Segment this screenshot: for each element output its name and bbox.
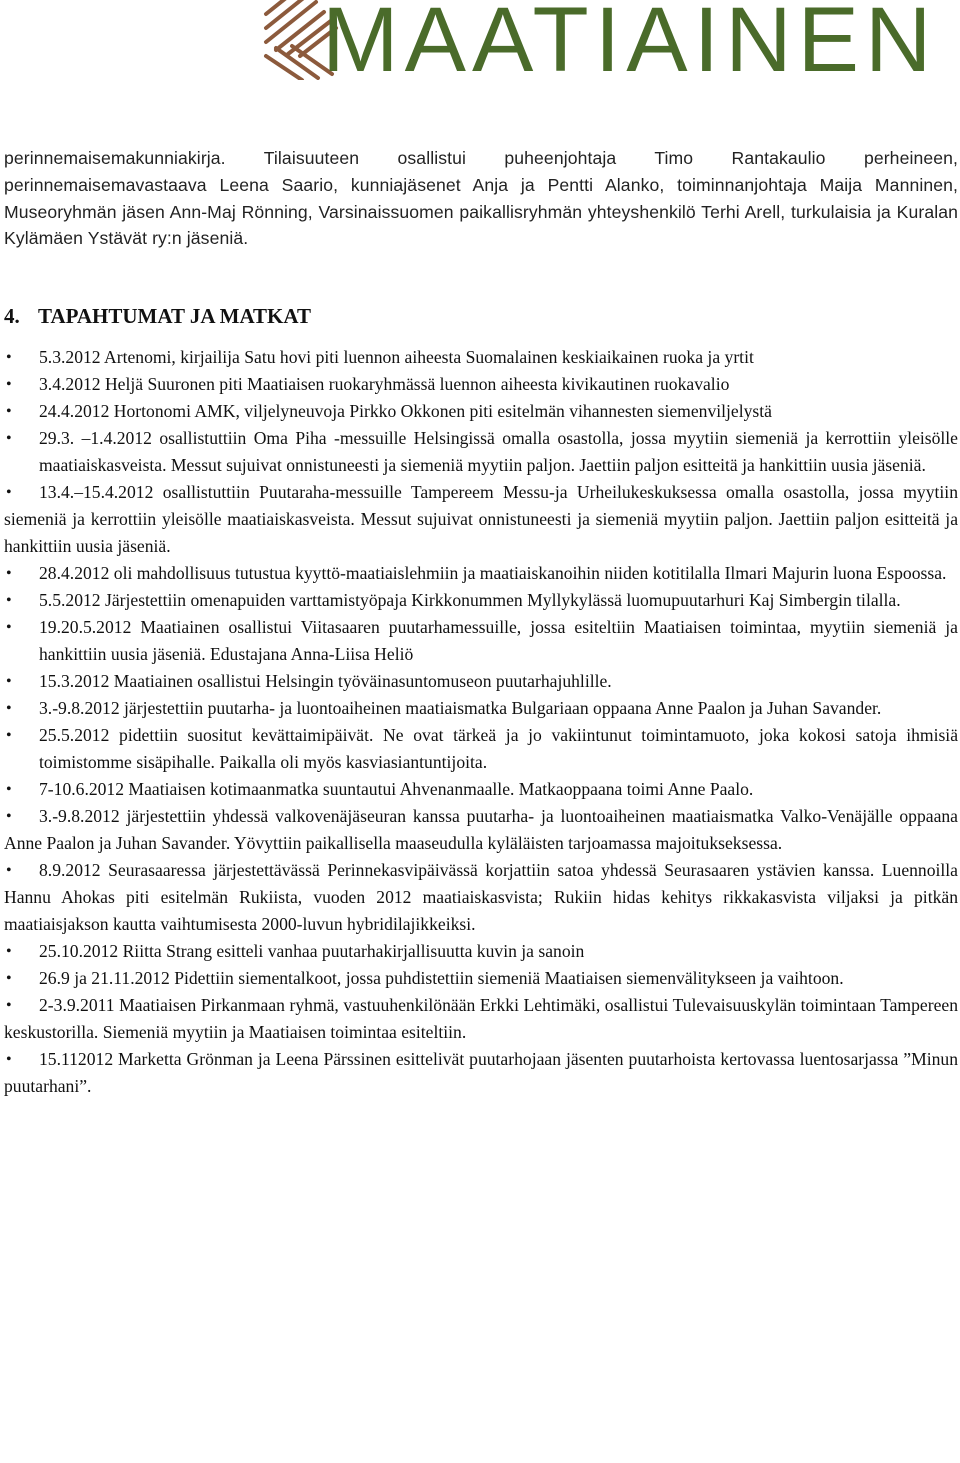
event-text: 15.3.2012 Maatiainen osallistui Helsingin työväinasuntomuseon puutarhajuhlille. (39, 671, 612, 692)
bullet-icon: • (6, 673, 12, 691)
event-list-item (4, 722, 958, 776)
event-list-item (4, 614, 958, 668)
event-list-item (4, 371, 958, 398)
event-list-item (4, 992, 958, 1046)
bullet-icon: • (6, 808, 12, 826)
intro-paragraph: perinnemaisemakunniakirja. Tilaisuuteen osallistui puheenjohtaja Timo Rantakaulio perheineen, perinnemaisemavastaava Leena Saario, kunniajäsenet Anja ja Pentti Alanko, toiminnanjohtaja Maija Manninen, Museoryhmän jäsen Ann-Maj Rönning, Varsinaissuomen paikallisryhmän yhteyshenkilö Terhi Arell, turkulaisia ja Kuralan Kylämäen Ystävät ry:n jäseniä. (4, 148, 958, 249)
section-number: 4. (4, 304, 20, 329)
event-list-item (4, 803, 958, 857)
event-text: 13.4.–15.4.2012 osallistuttiin Puutaraha-messuille Tampereem Messu-ja Urheilukeskuksessa omalla osastolla, jossa myytiin siemeniä ja kerrottiin yleisölle maatiaiskasveista. Messut sujuivat onnistuneesti ja siemeniä myytiin paljon. Jaettiin paljon esitteitä ja hankittiin uusia jäseniä. (4, 482, 958, 557)
bullet-icon: • (6, 430, 12, 448)
event-list-item (4, 398, 958, 425)
bullet-icon: • (6, 376, 12, 394)
bullet-icon: • (6, 727, 12, 745)
event-list-item (4, 1046, 958, 1100)
event-list-item (4, 857, 958, 938)
bullet-icon: • (6, 1051, 12, 1069)
event-text: 29.3. –1.4.2012 osallistuttiin Oma Piha -messuille Helsingissä omalla osastolla, jossa myytiin siemeniä ja kerrottiin yleisölle maatiaiskasveista. Messut sujuivat onnistuneesti ja siemeniä myytiin paljon. Jaettiin paljon esitteitä ja hankittiin uusia jäseniä. (39, 428, 958, 476)
event-text: 25.10.2012 Riitta Strang esitteli vanhaa puutarhakirjallisuutta kuvin ja sanoin (39, 941, 585, 962)
event-list-item (4, 425, 958, 479)
event-list-item (4, 479, 958, 560)
event-list-item (4, 965, 958, 992)
section-title: TAPAHTUMAT JA MATKAT (38, 304, 311, 329)
document-body (4, 145, 958, 1100)
event-text: 25.5.2012 pidettiin suositut kevättaimipäivät. Ne ovat tärkeä ja jo vakiintunut toimintamuoto, joka kokosi satoja ihmisiä toimistomme sisäpihalle. Paikalla oli myös kasviasiantuntijoita. (39, 725, 958, 773)
event-text: 3.-9.8.2012 järjestettiin yhdessä valkovenäjäseuran kanssa puutarha- ja luontoaiheinen maatiaismatka Valko-Venäjälle oppaana Anne Paalon ja Juhan Savander. Yövyttiin paikallisella maaseudulla kyläläisten tarjoamassa majoitukseksessa. (4, 806, 958, 854)
bullet-icon: • (6, 349, 12, 367)
bullet-icon: • (6, 781, 12, 799)
bullet-icon: • (6, 619, 12, 637)
bullet-icon: • (6, 565, 12, 583)
event-text: 19.20.5.2012 Maatiainen osallistui Viitasaaren puutarhamessuille, jossa esiteltiin Maatiaisen toimintaa, myytiin siemeniä ja hankittiin uusia jäseniä. Edustajana Anna-Liisa Heliö (39, 617, 958, 665)
event-list-item (4, 938, 958, 965)
bullet-icon: • (6, 592, 12, 610)
event-text: 2-3.9.2011 Maatiaisen Pirkanmaan ryhmä, vastuuhenkilönään Erkki Lehtimäki, osallistui Tulevaisuuskylän toimintaan Tampereen keskustorilla. Siemeniä myytiin ja Maatiaisen toimintaa esiteltiin. (4, 995, 958, 1043)
event-text: 3.4.2012 Heljä Suuronen piti Maatiaisen ruokaryhmässä luennon aiheesta kivikautinen ruokavalio (39, 374, 730, 395)
event-list-item (4, 776, 958, 803)
maatiainen-logo (262, 0, 960, 91)
bullet-icon: • (6, 862, 12, 880)
bullet-icon: • (6, 943, 12, 961)
event-text: 26.9 ja 21.11.2012 Pidettiin siementalkoot, jossa puhdistettiin siemeniä Maatiaisen siemenvälitykseen ja vaihtoon. (39, 968, 844, 989)
event-list-item (4, 695, 958, 722)
event-list-item (4, 344, 958, 371)
bullet-icon: • (6, 403, 12, 421)
event-text: 8.9.2012 Seurasaaressa järjestettävässä Perinnekasvipäivässä korjattiin satoa yhdessä Seurasaaren ystävien kanssa. Luennoilla Hannu Ahokas piti esitelmän Rukiista, vuoden 2012 maatiaiskasvista; Rukiin hidas kehitys rikkakasvista viljaksi ja pitkän maatiaisjakson kautta vaihtumisesta 2000-luvun hybridilajikkeiksi. (4, 860, 958, 935)
event-text: 5.5.2012 Järjestettiin omenapuiden varttamistyöpaja Kirkkonummen Myllykylässä luomupuutarhuri Kaj Simbergin tilalla. (39, 590, 901, 611)
bullet-icon: • (6, 700, 12, 718)
event-list-item (4, 668, 958, 695)
event-list-item (4, 560, 958, 587)
event-text: 24.4.2012 Hortonomi AMK, viljelyneuvoja Pirkko Okkonen piti esitelmän vihannesten siemenviljelystä (39, 401, 772, 422)
bullet-icon: • (6, 970, 12, 988)
logo-wordmark: MAATIAINEN (322, 0, 938, 91)
event-list-item (4, 587, 958, 614)
bullet-icon: • (6, 997, 12, 1015)
bullet-icon: • (6, 484, 12, 502)
section-heading (4, 302, 958, 330)
event-text: 3.-9.8.2012 järjestettiin puutarha- ja luontoaiheinen maatiaismatka Bulgariaan oppaana Anne Paalon ja Juhan Savander. (39, 698, 882, 719)
event-text: 5.3.2012 Artenomi, kirjailija Satu hovi piti luennon aiheesta Suomalainen keskiaikainen ruoka ja yrtit (39, 347, 754, 368)
event-text: 28.4.2012 oli mahdollisuus tutustua kyyttö-maatiaislehmiin ja maatiaiskanoihin niiden kotitilalla Ilmari Majurin luona Espoossa. (39, 563, 947, 584)
events-list (4, 344, 958, 1100)
event-text: 7-10.6.2012 Maatiaisen kotimaanmatka suuntautui Ahvenanmaalle. Matkaoppaana toimi Anne Paalo. (39, 779, 754, 800)
event-text: 15.112012 Marketta Grönman ja Leena Pärssinen esittelivät puutarhojaan jäsenten puutarhoista kertovassa luentosarjassa ”Minun puutarhani”. (4, 1049, 958, 1097)
